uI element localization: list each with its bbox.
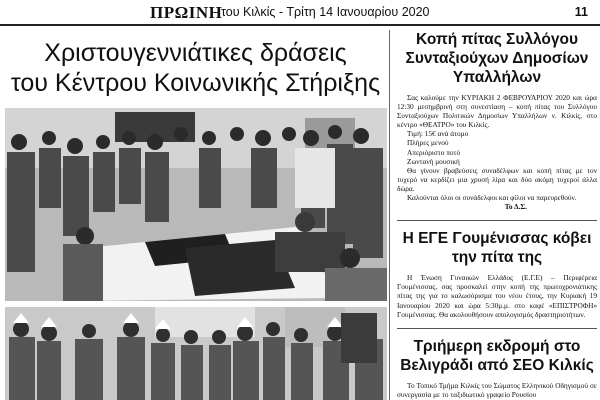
article-ege-goumenissas xyxy=(397,229,597,318)
page-number: 11 xyxy=(574,5,588,19)
article-paragraph: Θα γίνουν βραβεύσεις συναδέλφων και κοπή πίτας με τον τυχερό να κερδίζει μια χρυσή λίρα και δύο ακόμη τυχεροί άλλα δώρα. xyxy=(397,165,597,193)
article-paragraph: Η Ένωση Γυναικών Ελλάδος (Ε.Γ.Ε) – Περιφέρεια Γουμένισσας, σας προσκαλεί στην κοπή της πρωτοχρονιάτικης πίτας της για το καλωσόρισμα του νέου έτους, την Κυριακή 19 Ιανουαρίου 2020 και ώρα 5:30μ.μ. στο καφέ «ΕΠΙΣΤΡΟΦΗ» Γουμένισσας. Θα ακολουθήσουν απολογισμός δραστηριοτήτων. xyxy=(397,273,597,319)
group-photo-top xyxy=(5,108,387,301)
article-separator xyxy=(397,328,597,329)
menu-line: Πλήρες μενού xyxy=(407,138,449,148)
article-paragraph: Το Τοπικό Τμήμα Κιλκίς του Σώματος Ελληνικού Οδηγισμού σε συνεργασία με το ταξιδιωτικό γραφείο Ρουσίου xyxy=(397,380,597,399)
article-body xyxy=(397,273,597,318)
music-line: Ζωντανή μουσική xyxy=(407,156,460,166)
group-photo-bottom-illustration xyxy=(5,307,387,400)
masthead xyxy=(0,0,600,26)
right-column xyxy=(397,30,597,399)
main-headline-line-2: του Κέντρου Κοινωνικής Στήριξης xyxy=(10,69,381,97)
article-headline: Τριήμερη εκδρομή στο Βελιγράδι από ΣΕΟ Κιλκίς xyxy=(400,337,594,374)
issue-date: του Κιλκίς - Τρίτη 14 Ιανουαρίου 2020 xyxy=(221,5,430,19)
article-paragraph: Καλούνται όλοι οι συνάδελφοι και φίλοι να παρευρεθούν. xyxy=(407,193,577,203)
group-photo-bottom xyxy=(5,307,387,400)
article-headline: Η ΕΓΕ Γουμένισσας κόβει την πίτα της xyxy=(402,230,592,267)
column-divider xyxy=(389,30,390,400)
newspaper-name: ΠΡΩΙΝΗ xyxy=(150,3,223,22)
article-ekdromi-veligradi xyxy=(397,337,597,399)
drinks-line: Απεριόριστο ποτό xyxy=(407,147,461,157)
main-headline-line-1: Χριστουγεννιάτικες δράσεις xyxy=(44,39,347,67)
article-signature: Το Δ.Σ. xyxy=(504,202,527,212)
group-photo-top-illustration xyxy=(5,108,387,301)
price-line: Τιμή: 15€ ανά άτομο xyxy=(407,129,469,139)
article-body xyxy=(397,93,597,211)
article-headline: Κοπή πίτας Συλλόγου Συνταξιούχων Δημοσίων Υπαλλήλων xyxy=(405,31,589,86)
article-separator xyxy=(397,220,597,221)
article-paragraph: Σας καλούμε την ΚΥΡΙΑΚΗ 2 ΦΕΒΡΟΥΑΡΙΟΥ 2020 και ώρα 12:30 μεσημβρινή στη συνεστίαση – κοπή πίτας του Συλλόγου Συνταξιούχων Πολιτικών Δημοσίων Υπαλλήλων ν. Κιλκίς, στο κέντρο «ΘΕΑΤΡΟ» του Κιλκίς. xyxy=(397,93,597,130)
article-body xyxy=(397,381,597,399)
article-pita-syllogou xyxy=(397,30,597,211)
main-headline xyxy=(8,38,383,98)
